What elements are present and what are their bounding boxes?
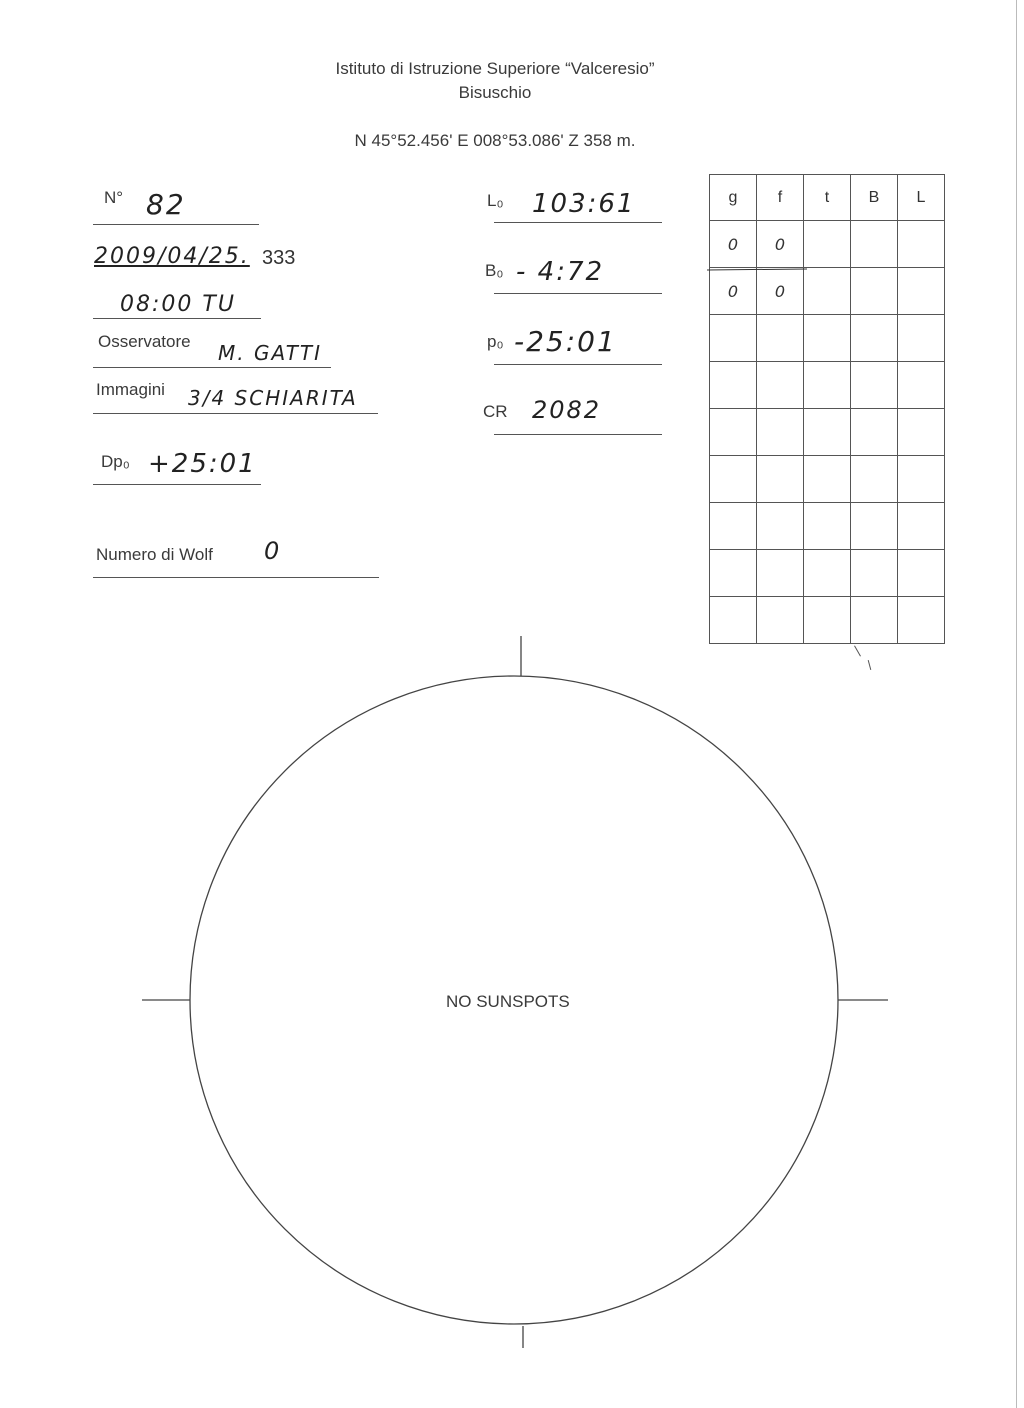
table-cell xyxy=(804,315,851,362)
table-cell xyxy=(757,315,804,362)
p0-value: -25:01 xyxy=(514,325,617,358)
wolf-rule xyxy=(93,577,379,578)
images-label: Immagini xyxy=(96,380,165,399)
b0-label: B₀ xyxy=(485,261,504,280)
table-header-l: L xyxy=(898,175,945,221)
images-rule xyxy=(93,413,378,414)
table-cell xyxy=(898,550,945,597)
table-row xyxy=(710,268,945,315)
table-row xyxy=(710,221,945,268)
table-cell: 0 xyxy=(757,268,804,315)
table-cell: 0 xyxy=(757,221,804,268)
institute-title: Istituto di Istruzione Superiore “Valceresio” xyxy=(335,59,655,78)
p0-rule xyxy=(494,364,662,365)
dp0-value: +25:01 xyxy=(148,449,257,479)
observer-rule xyxy=(93,367,331,368)
time-rule xyxy=(93,318,261,319)
table-cell xyxy=(710,362,757,409)
table-cell: 0 xyxy=(710,221,757,268)
scan-edge-line xyxy=(1016,0,1017,1408)
table-row xyxy=(710,550,945,597)
table-header-f: f xyxy=(757,175,804,221)
disk-caption: NO SUNSPOTS xyxy=(446,992,570,1011)
images-value: 3/4 SCHIARITA xyxy=(188,386,358,410)
table-row xyxy=(710,503,945,550)
table-cell xyxy=(757,456,804,503)
table-cell xyxy=(757,409,804,456)
cr-value: 2082 xyxy=(532,396,602,424)
table-row xyxy=(710,456,945,503)
table-cell xyxy=(898,362,945,409)
table-cell xyxy=(851,503,898,550)
table-cell xyxy=(851,268,898,315)
table-cell xyxy=(804,221,851,268)
l0-rule xyxy=(494,222,662,223)
dp0-rule xyxy=(93,484,261,485)
town-name: Bisuschio xyxy=(458,83,532,102)
table-cell xyxy=(804,550,851,597)
table-header-t: t xyxy=(804,175,851,221)
date-value: 2009/04/25. xyxy=(94,244,250,269)
table-cell xyxy=(898,409,945,456)
table-cell xyxy=(851,221,898,268)
table-cell xyxy=(851,456,898,503)
wolf-label: Numero di Wolf xyxy=(96,545,213,564)
table-header-g: g xyxy=(710,175,757,221)
table-header-b: B xyxy=(851,175,898,221)
table-cell xyxy=(710,409,757,456)
l0-label: L₀ xyxy=(487,191,504,210)
table-cell xyxy=(710,550,757,597)
table-cell xyxy=(851,550,898,597)
date-fraction: 333 xyxy=(262,247,296,269)
table-row xyxy=(710,362,945,409)
observatory-coordinates: N 45°52.456' E 008°53.086' Z 358 m. xyxy=(354,131,636,150)
wolf-value: 0 xyxy=(264,537,282,565)
dp0-label: Dp₀ xyxy=(101,452,130,471)
solar-disk-drawing xyxy=(0,620,1024,1360)
table-row xyxy=(710,409,945,456)
table-header-row xyxy=(710,175,945,221)
table-cell xyxy=(710,503,757,550)
table-cell xyxy=(898,221,945,268)
sunspot-table xyxy=(709,174,945,644)
table-cell xyxy=(804,503,851,550)
table-cell xyxy=(757,550,804,597)
table-cell xyxy=(898,268,945,315)
table-cell xyxy=(710,315,757,362)
number-label: N° xyxy=(104,188,124,207)
table-cell xyxy=(851,362,898,409)
table-cell xyxy=(757,362,804,409)
table-cell xyxy=(710,456,757,503)
cr-rule xyxy=(494,434,662,435)
table-cell xyxy=(851,315,898,362)
table-cell xyxy=(804,409,851,456)
b0-value: - 4:72 xyxy=(516,257,605,287)
observer-label: Osservatore xyxy=(98,332,191,351)
table-cell xyxy=(898,315,945,362)
table-cell xyxy=(804,456,851,503)
table-row xyxy=(710,315,945,362)
table-cell xyxy=(898,456,945,503)
table-cell xyxy=(898,503,945,550)
b0-rule xyxy=(494,293,662,294)
table-cell: 0 xyxy=(710,268,757,315)
cr-label: CR xyxy=(483,402,508,421)
time-value: 08:00 TU xyxy=(120,292,236,317)
p0-label: p₀ xyxy=(487,332,504,351)
table-cell xyxy=(804,362,851,409)
table-cell xyxy=(851,409,898,456)
table-cell xyxy=(757,503,804,550)
number-rule xyxy=(93,224,259,225)
number-value: 82 xyxy=(146,188,186,221)
l0-value: 103:61 xyxy=(532,189,636,219)
table-cell xyxy=(804,268,851,315)
observer-value: M. GATTI xyxy=(218,341,323,365)
